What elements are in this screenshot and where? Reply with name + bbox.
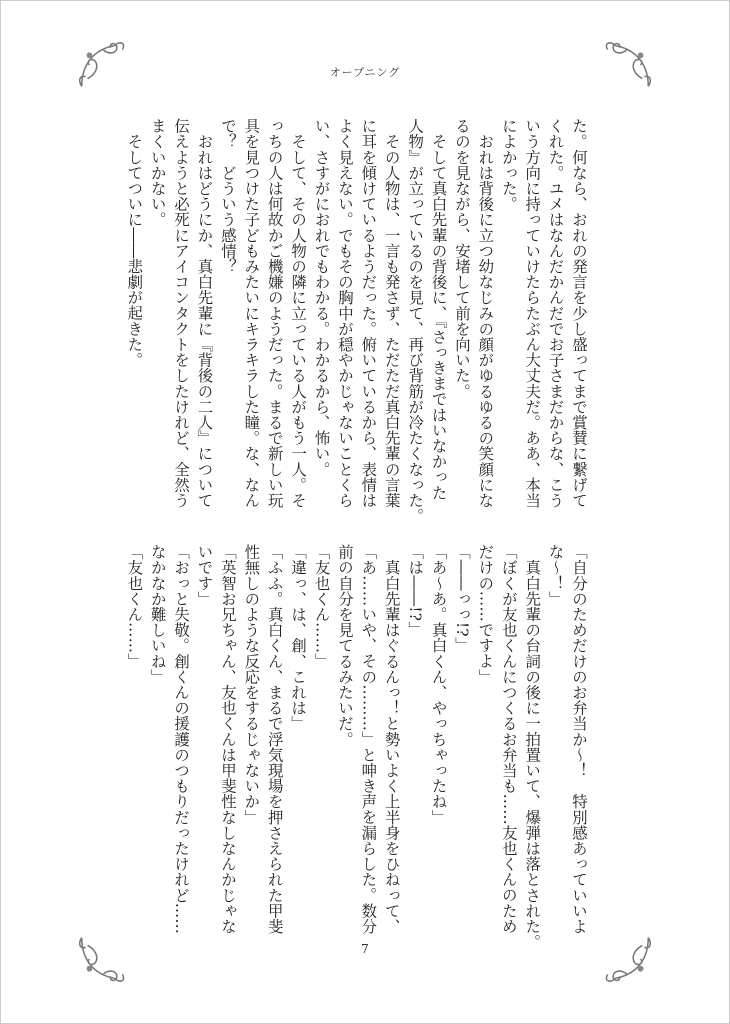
text-line: 「――っっ!?」 [452, 544, 471, 653]
text-line: 「おっと失敬。創くんの援護のつもりだったけれど…… [172, 544, 191, 934]
text-line: まくいかない。 [148, 118, 167, 228]
text-line: 「は――!?」 [406, 544, 425, 637]
text-line: 「違っ、は、創、これは」 [289, 544, 308, 732]
text-line: 前の自分を見てるみたいだ。 [335, 544, 354, 747]
text-line: 具を見つけた子どもみたいにキラキラした瞳。な、なん [242, 118, 261, 508]
text-line: 伝えようと必死にアイコンタクトをしたけれど、全然う [172, 118, 191, 508]
text-line: なかなか難しいね」 [148, 544, 167, 685]
text-line: そして、その人物の隣に立っている人がもう一人。そ [289, 118, 308, 508]
text-line: っちの人は何故かご機嫌のようだった。まるで新しい玩 [265, 118, 284, 508]
text-line: おれはどうにか、真白先輩に『背後の二人』について [195, 118, 214, 508]
text-line: で？ どういう感情？ [218, 118, 237, 274]
text-line: だけの……ですよ」 [476, 544, 495, 685]
text-block-bottom [122, 544, 590, 950]
text-line: よく見えない。でもその胸中が穏やかじゃないことくら [335, 118, 354, 508]
text-line: いです」 [195, 544, 214, 607]
text-line: るのを見ながら、安堵して前を向いた。 [452, 118, 471, 399]
text-line: 「自分のためだけのお弁当か～！ 特別感あっていいよ [570, 544, 588, 934]
text-line: そして真白先輩の背後に、『さっきまではいなかった [429, 118, 448, 501]
text-line: 「ふふ。真白くん、まるで浮気現場を押さえられた甲斐 [265, 544, 284, 934]
text-block-top [122, 118, 590, 524]
text-line: な～！」 [546, 544, 565, 607]
ornament-bottom-right-icon [598, 930, 656, 988]
text-line: 「ぼくが友也くんにつくるお弁当も……友也くんのため [499, 544, 518, 934]
text-line: おれは背後に立つ幼なじみの顔がゆるゆるの笑顔にな [476, 118, 495, 508]
text-line: 「あ……いや、その………」と呻き声を漏らした。数分 [359, 544, 378, 934]
text-line: い、さすがにおれでもわかる。わかるから、怖い。 [312, 118, 331, 477]
text-line: 「友也くん……」 [125, 544, 144, 669]
ornament-bottom-left-icon [74, 930, 132, 988]
text-line: そしてついに――悲劇が起きた。 [125, 118, 144, 368]
text-line: くれた。ユメはなんだかんだでお子さまだからな、こう [546, 118, 565, 508]
running-header: オープニング [329, 66, 401, 79]
text-line: に耳を傾けているようだった。俯いているから、表情は [359, 118, 378, 508]
text-line: 人物』が立っているのを見て、再び背筋が冷たくなった。 [406, 118, 425, 524]
text-line: 「あ～あ。真白くん、やっちゃったね」 [429, 544, 448, 825]
text-line: 「友也くん……」 [312, 544, 331, 669]
text-line: その人物は、一言も発さず、ただただ真白先輩の言葉 [382, 118, 401, 508]
text-line: 性無しのような反応をするじゃないか」 [242, 544, 261, 825]
text-line: いう方向に持っていけたらたぶん大丈夫だ。ああ、本当 [523, 118, 542, 508]
page-number: 7 [361, 942, 369, 956]
text-line: 真白先輩はぐるんっ！と勢いよく上半身をひねって、 [382, 544, 401, 934]
text-line: によかった。 [499, 118, 518, 212]
text-line: た。何なら、おれの発言を少し盛ってまで賞賛に繋げて [570, 118, 588, 508]
text-line: 「英智お兄ちゃん、友也くんは甲斐性なしなんかじゃな [218, 544, 237, 934]
text-line: 真白先輩の台詞の後に一拍置いて、爆弾は落とされた。 [523, 544, 542, 950]
